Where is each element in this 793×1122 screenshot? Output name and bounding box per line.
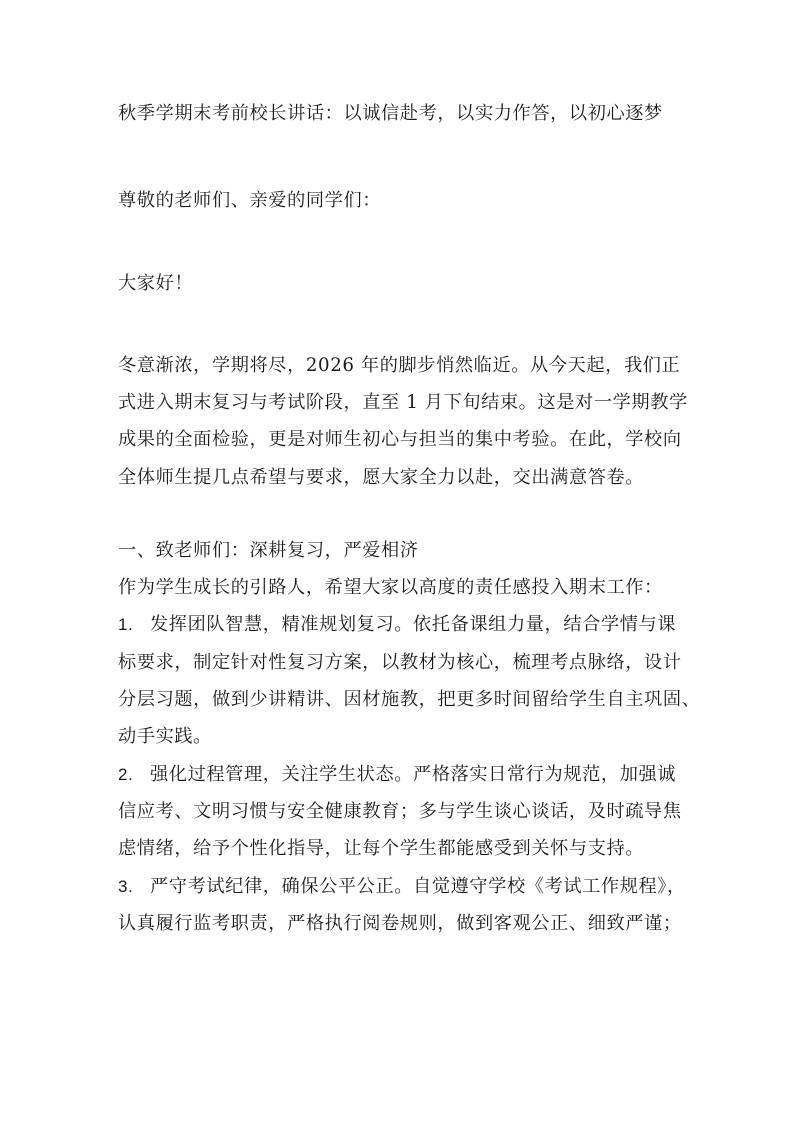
list-item-text: 认真履行监考职责，严格执行阅卷规则，做到客观公正、细致严谨； [118,913,682,934]
intro-line: 全体师生提几点希望与要求，愿大家全力以赴，交出满意答卷。 [118,467,645,488]
salutation: 尊敬的老师们、亲爱的同学们： [118,190,382,211]
list-item-text: 虑情绪，给予个性化指导，让每个学生都能感受到关怀与支持。 [118,838,645,859]
section-lead: 作为学生成长的引路人，希望大家以高度的责任感投入期末工作： [118,577,663,598]
list-item-text: 严守考试纪律，确保公平公正。自觉遵守学校《考试工作规程》， [150,876,686,897]
list-number: 3. [118,877,134,896]
list-item-text: 分层习题，做到少讲精讲、因材施教，把更多时间留给学生自主巩固、 [118,689,701,710]
section-heading: 一、致老师们：深耕复习，严爱相济 [118,540,419,561]
list-item-text: 强化过程管理，关注学生状态。严格落实日常行为规范，加强诚 [150,764,677,785]
document-title: 秋季学期末考前校长讲话：以诚信赴考，以实力作答，以初心逐梦 [118,103,663,124]
list-number: 2. [118,765,134,784]
list-item-text: 信应考、文明习惯与安全健康教育；多与学生谈心谈话，及时疏导焦 [118,801,682,822]
intro-line: 式进入期末复习与考试阶段，直至 1 月下旬结束。这是对一学期教学 [118,392,688,413]
intro-line: 冬意渐浓，学期将尽，2026 年的脚步悄然临近。从今天起，我们正 [118,355,681,376]
list-item-text: 标要求，制定针对性复习方案，以教材为核心，梳理考点脉络，设计 [118,652,682,673]
greeting: 大家好！ [118,273,194,294]
intro-line: 成果的全面检验，更是对师生初心与担当的集中考验。在此，学校向 [118,429,682,450]
list-item-text: 发挥团队智慧，精准规划复习。依托备课组力量，结合学情与课 [150,614,677,635]
list-item-text: 动手实践。 [118,726,212,747]
list-number: 1. [118,615,134,634]
